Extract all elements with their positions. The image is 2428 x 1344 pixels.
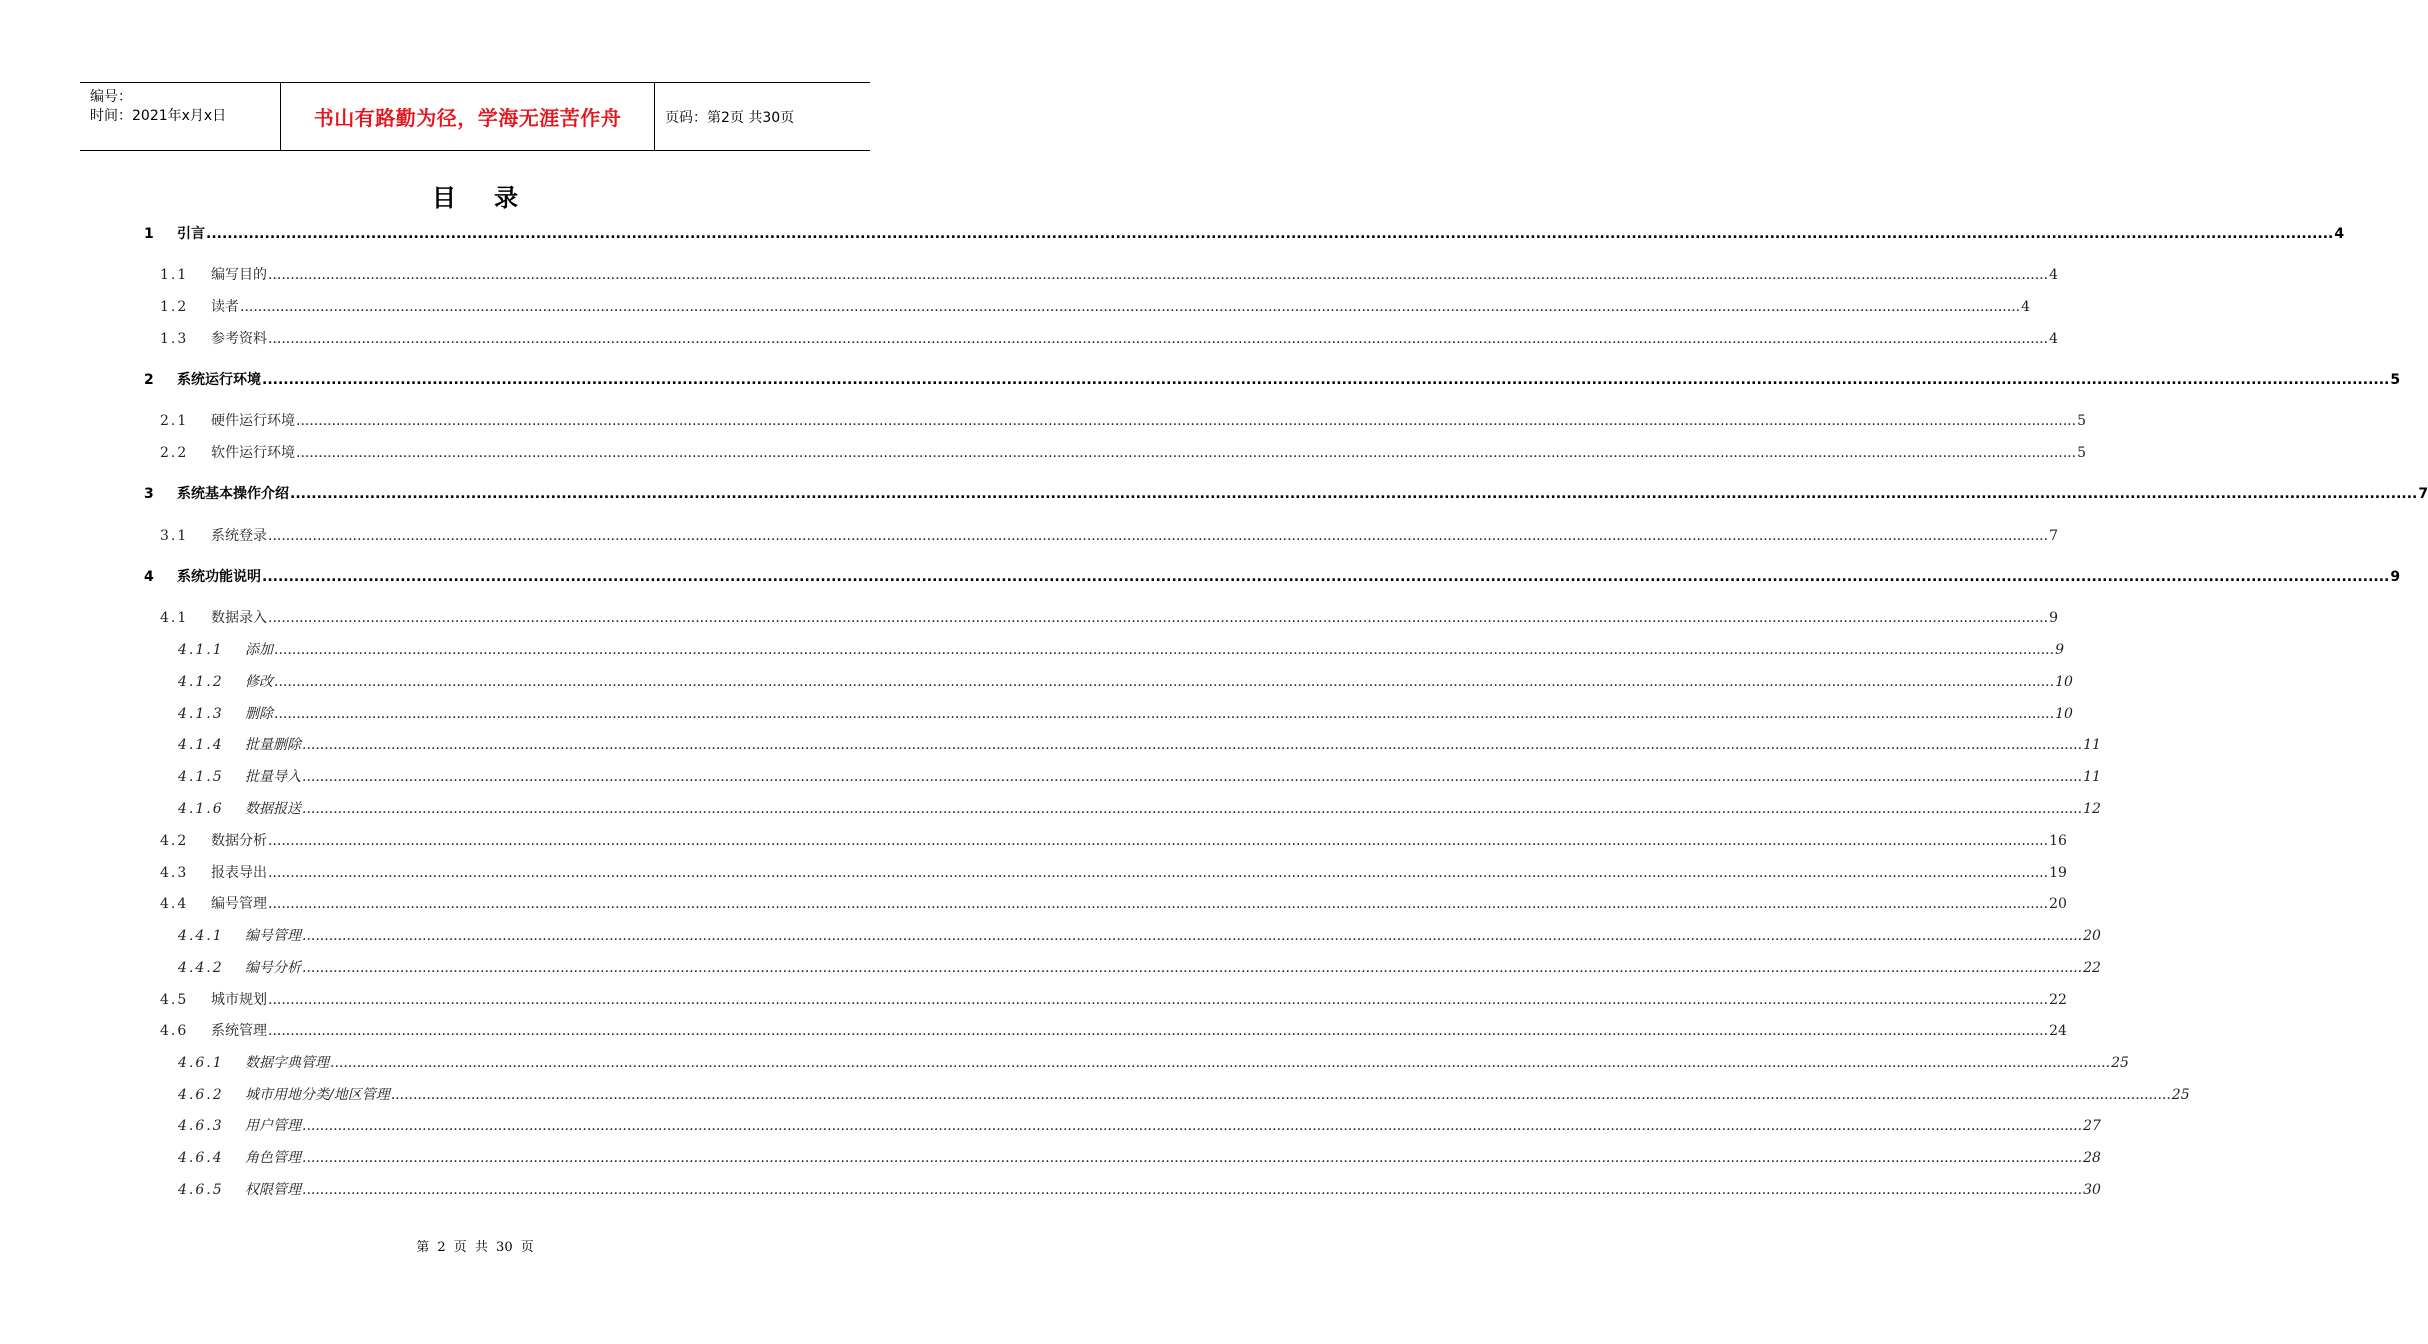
document-time-label: 时间：2021年x月x日 <box>90 108 227 124</box>
toc-entry-title: 批量导入 <box>245 769 301 785</box>
toc-dot-leader: ................................................................................................................................................................................................................................................................................................................................................................................................................ <box>268 1023 2049 1039</box>
toc-entry-page: 20 <box>2083 928 2101 944</box>
toc-entry-page: 5 <box>2077 445 2086 461</box>
toc-entry-page: 28 <box>2083 1150 2101 1166</box>
toc-entry-page: 5 <box>2390 372 2401 388</box>
toc-entry[interactable] <box>178 672 2073 692</box>
toc-dot-leader: ................................................................................................................................................................................................................................................................................................................................................................................................................ <box>268 896 2049 912</box>
toc-dot-leader: ................................................................................................................................................................................................................................................................................................................................................................................................................ <box>296 413 2077 429</box>
toc-entry-title: 系统登录 <box>211 528 267 544</box>
toc-entry-page: 10 <box>2055 674 2073 690</box>
toc-entry-page: 20 <box>2049 896 2067 912</box>
toc-entry[interactable] <box>160 831 2067 851</box>
toc-entry[interactable] <box>160 297 2030 317</box>
toc-entry[interactable] <box>144 370 2401 390</box>
toc-dot-leader: ................................................................................................................................................................................................................................................................................................................................................................................................................ <box>274 642 2055 658</box>
toc-entry[interactable] <box>178 1116 2101 1136</box>
toc-entry-page: 9 <box>2055 642 2064 658</box>
toc-entry-number: 2.2 <box>160 445 189 461</box>
toc-entry[interactable] <box>178 1180 2101 1200</box>
toc-dot-leader: ................................................................................................................................................................................................................................................................................................................................................................................................................ <box>330 1055 2111 1071</box>
toc-entry[interactable] <box>178 1148 2101 1168</box>
toc-entry-number: 1.2 <box>160 299 189 315</box>
page-footer: 第 2 页 共 30 页 <box>416 1240 534 1255</box>
toc-title <box>0 178 950 213</box>
toc-entry-page: 19 <box>2049 865 2067 881</box>
toc-entry-title: 编号分析 <box>245 960 301 976</box>
header-meta <box>80 83 281 150</box>
toc-dot-leader: ................................................................................................................................................................................................................................................................................................................................................................................................................ <box>390 1087 2171 1103</box>
toc-entry-title: 用户管理 <box>245 1118 301 1134</box>
toc-entry-title: 数据分析 <box>211 833 267 849</box>
toc-entry-number: 4.1.2 <box>178 674 224 690</box>
toc-entry-number: 2 <box>144 372 154 388</box>
toc-entry[interactable] <box>160 990 2067 1010</box>
header-motto: 书山有路勤为径，学海无涯苦作舟 <box>281 83 655 150</box>
toc-dot-leader: ................................................................................................................................................................................................................................................................................................................................................................................................................ <box>302 928 2083 944</box>
toc-entry[interactable] <box>178 1085 2190 1105</box>
toc-entry-title: 添加 <box>245 642 273 658</box>
toc-dot-leader: ................................................................................................................................................................................................................................................................................................................................................................................................................ <box>302 801 2083 817</box>
toc-dot-leader: ................................................................................................................................................................................................................................................................................................................................................................................................................ <box>302 1182 2083 1198</box>
toc-entry-number: 4.4 <box>160 896 189 912</box>
toc-entry-page: 4 <box>2334 226 2345 242</box>
toc-entry-title: 报表导出 <box>211 865 267 881</box>
toc-entry-number: 4.1.4 <box>178 737 224 753</box>
toc-dot-leader: ................................................................................................................................................................................................................................................................................................................................................................................................................ <box>302 1118 2083 1134</box>
toc-entry[interactable] <box>178 926 2101 946</box>
toc-entry-number: 1.1 <box>160 267 189 283</box>
toc-dot-leader: ................................................................................................................................................................................................................................................................................................................................................................................................................ <box>268 833 2049 849</box>
toc-dot-leader: ................................................................................................................................................................................................................................................................................................................................................................................................................ <box>206 226 2334 242</box>
toc-entry[interactable] <box>160 894 2067 914</box>
toc-entry-title: 编号管理 <box>245 928 301 944</box>
toc-entry-title: 系统功能说明 <box>177 569 261 585</box>
toc-entry-title: 城市用地分类/地区管理 <box>245 1087 390 1103</box>
toc-entry-title: 数据字典管理 <box>245 1055 329 1071</box>
toc-entry-title: 系统运行环境 <box>177 372 261 388</box>
toc-entry-title: 硬件运行环境 <box>211 413 295 429</box>
page-header <box>80 82 870 151</box>
toc-entry[interactable] <box>160 411 2086 431</box>
toc-entry-title: 批量删除 <box>245 737 301 753</box>
toc-entry-title: 数据录入 <box>211 610 267 626</box>
toc-entry-page: 22 <box>2083 960 2101 976</box>
toc-dot-leader: ................................................................................................................................................................................................................................................................................................................................................................................................................ <box>262 372 2390 388</box>
toc-entry-number: 4 <box>144 569 154 585</box>
toc-entry[interactable] <box>178 799 2101 819</box>
toc-entry-title: 修改 <box>245 674 273 690</box>
toc-dot-leader: ................................................................................................................................................................................................................................................................................................................................................................................................................ <box>268 865 2049 881</box>
toc-entry[interactable] <box>160 443 2086 463</box>
toc-entry[interactable] <box>144 567 2401 587</box>
toc-dot-leader: ................................................................................................................................................................................................................................................................................................................................................................................................................ <box>268 992 2049 1008</box>
toc-dot-leader: ................................................................................................................................................................................................................................................................................................................................................................................................................ <box>302 737 2083 753</box>
toc-entry-number: 3.1 <box>160 528 189 544</box>
toc-entry-number: 4.5 <box>160 992 189 1008</box>
toc-entry-number: 4.1.6 <box>178 801 224 817</box>
toc-entry-number: 4.6.4 <box>178 1150 224 1166</box>
toc-title-part2: 录 <box>494 184 518 212</box>
toc-entry-title: 权限管理 <box>245 1182 301 1198</box>
toc-dot-leader: ................................................................................................................................................................................................................................................................................................................................................................................................................ <box>302 1150 2083 1166</box>
toc-entry-title: 系统管理 <box>211 1023 267 1039</box>
toc-entry-page: 10 <box>2055 706 2073 722</box>
toc-entry-page: 27 <box>2083 1118 2101 1134</box>
toc-entry[interactable] <box>160 608 2058 628</box>
toc-entry[interactable] <box>160 526 2058 546</box>
toc-entry-number: 4.6.5 <box>178 1182 224 1198</box>
toc-dot-leader: ................................................................................................................................................................................................................................................................................................................................................................................................................ <box>290 486 2418 502</box>
document-number-label: 编号： <box>90 89 132 105</box>
toc-title-part1: 目 <box>432 184 456 212</box>
toc-entry[interactable] <box>178 958 2101 978</box>
toc-entry[interactable] <box>178 1053 2129 1073</box>
toc-entry-page: 24 <box>2049 1023 2067 1039</box>
toc-entry-title: 编写目的 <box>211 267 267 283</box>
toc-entry-page: 22 <box>2049 992 2067 1008</box>
toc-entry[interactable] <box>160 329 2058 349</box>
toc-entry-title: 软件运行环境 <box>211 445 295 461</box>
toc-entry-number: 3 <box>144 486 154 502</box>
toc-entry-page: 12 <box>2083 801 2101 817</box>
toc-entry-page: 7 <box>2049 528 2058 544</box>
toc-dot-leader: ................................................................................................................................................................................................................................................................................................................................................................................................................ <box>296 445 2077 461</box>
toc-entry-number: 4.1.3 <box>178 706 224 722</box>
toc-entry-number: 1.3 <box>160 331 189 347</box>
toc-entry-page: 11 <box>2083 737 2101 753</box>
toc-dot-leader: ................................................................................................................................................................................................................................................................................................................................................................................................................ <box>302 769 2083 785</box>
toc-entry-title: 城市规划 <box>211 992 267 1008</box>
toc-entry-title: 引言 <box>177 226 205 242</box>
toc-entry-title: 系统基本操作介绍 <box>177 486 289 502</box>
toc-entry-page: 4 <box>2049 331 2058 347</box>
toc-dot-leader: ................................................................................................................................................................................................................................................................................................................................................................................................................ <box>302 960 2083 976</box>
toc-entry-number: 4.4.1 <box>178 928 224 944</box>
toc-entry-number: 4.1.1 <box>178 642 224 658</box>
toc-entry[interactable] <box>160 1021 2067 1041</box>
toc-entry-page: 7 <box>2418 486 2428 502</box>
toc-entry-page: 25 <box>2171 1087 2190 1103</box>
toc-entry-title: 角色管理 <box>245 1150 301 1166</box>
toc-entry[interactable] <box>178 735 2101 755</box>
toc-dot-leader: ................................................................................................................................................................................................................................................................................................................................................................................................................ <box>268 610 2049 626</box>
toc-entry[interactable] <box>178 704 2073 724</box>
toc-entry[interactable] <box>178 767 2101 787</box>
toc-dot-leader: ................................................................................................................................................................................................................................................................................................................................................................................................................ <box>274 706 2055 722</box>
toc-entry[interactable] <box>144 484 2428 504</box>
toc-dot-leader: ................................................................................................................................................................................................................................................................................................................................................................................................................ <box>268 267 2049 283</box>
toc-entry-number: 4.6.1 <box>178 1055 224 1071</box>
toc-entry-title: 读者 <box>211 299 239 315</box>
toc-entry-number: 4.1.5 <box>178 769 224 785</box>
toc-entry-number: 4.6 <box>160 1023 189 1039</box>
toc-entry-number: 4.1 <box>160 610 189 626</box>
toc-entry-number: 4.2 <box>160 833 189 849</box>
toc-entry[interactable] <box>178 640 2064 660</box>
toc-entry-number: 4.4.2 <box>178 960 224 976</box>
header-page-info: 页码：第2页 共30页 <box>665 109 795 126</box>
toc-entry-page: 4 <box>2049 267 2058 283</box>
toc-entry-number: 1 <box>144 226 154 242</box>
toc-dot-leader: ................................................................................................................................................................................................................................................................................................................................................................................................................ <box>274 674 2055 690</box>
toc-entry-page: 16 <box>2049 833 2067 849</box>
toc-dot-leader: ................................................................................................................................................................................................................................................................................................................................................................................................................ <box>268 528 2049 544</box>
toc-entry[interactable] <box>144 224 2345 244</box>
toc-entry-page: 9 <box>2390 569 2401 585</box>
toc-entry-number: 4.6.3 <box>178 1118 224 1134</box>
toc-dot-leader: ................................................................................................................................................................................................................................................................................................................................................................................................................ <box>240 299 2021 315</box>
toc-entry-number: 4.3 <box>160 865 189 881</box>
toc-entry-title: 删除 <box>245 706 273 722</box>
toc-entry-page: 4 <box>2021 299 2030 315</box>
toc-entry-page: 25 <box>2111 1055 2129 1071</box>
toc-entry-page: 30 <box>2083 1182 2101 1198</box>
toc-entry-page: 9 <box>2049 610 2058 626</box>
toc-entry-page: 11 <box>2083 769 2101 785</box>
toc-dot-leader: ................................................................................................................................................................................................................................................................................................................................................................................................................ <box>262 569 2390 585</box>
toc-entry-number: 2.1 <box>160 413 189 429</box>
toc-entry[interactable] <box>160 265 2058 285</box>
toc-entry-title: 参考资料 <box>211 331 267 347</box>
toc-entry-title: 数据报送 <box>245 801 301 817</box>
toc-entry-title: 编号管理 <box>211 896 267 912</box>
toc-dot-leader: ................................................................................................................................................................................................................................................................................................................................................................................................................ <box>268 331 2049 347</box>
toc-entry-page: 5 <box>2077 413 2086 429</box>
toc-entry[interactable] <box>160 863 2067 883</box>
toc-entry-number: 4.6.2 <box>178 1087 224 1103</box>
